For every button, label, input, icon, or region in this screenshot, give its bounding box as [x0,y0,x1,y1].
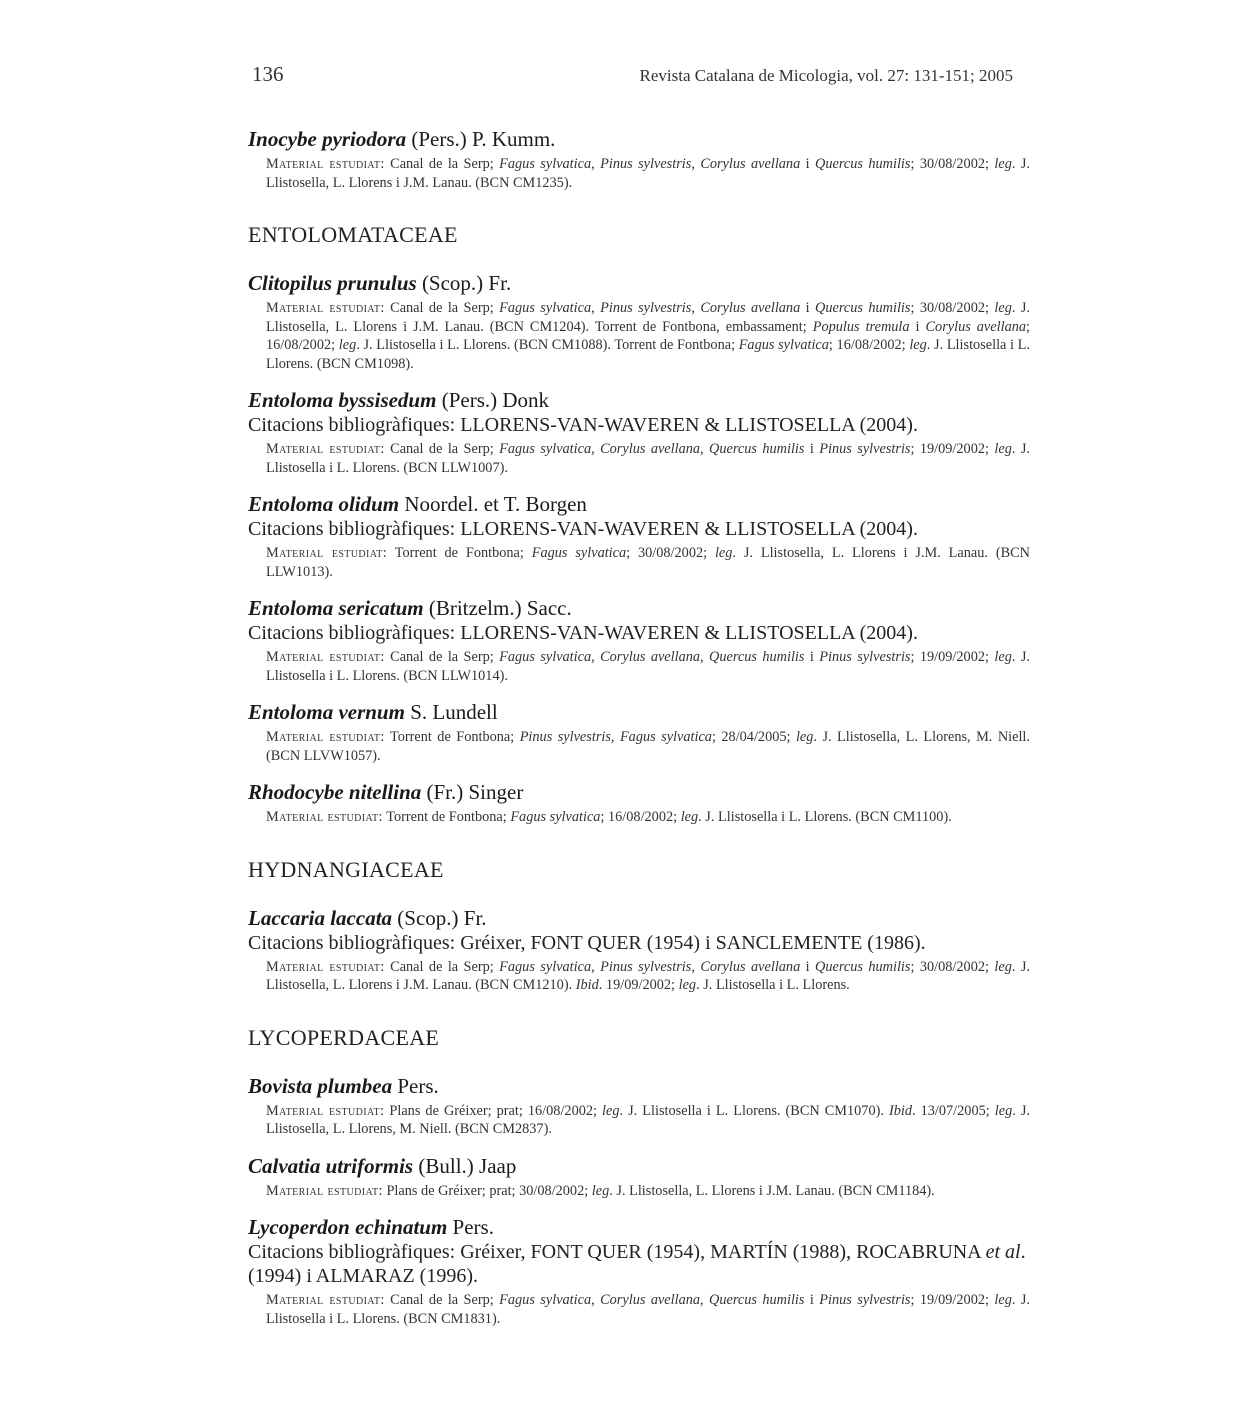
species-entry [248,387,1030,477]
species-name: Entoloma vernum [248,700,405,724]
material-run: Plans de Gréixer; prat; 30/08/2002; [386,1182,592,1199]
material-run: Fagus sylvatica [499,649,592,665]
material-run: Pinus sylvestris [819,441,911,457]
material-run: . J. Llistosella, L. Llorens i J.M. Lanau. (BCN CM1184). [609,1182,935,1199]
material-run: , [591,1292,601,1308]
material-run: leg [994,649,1012,665]
material-run: . J. Llistosella, L. Llorens i J.M. Lanau. (BCN LLW1013). [266,545,1030,580]
material-run: leg [338,337,357,353]
material-run: Corylus avellana [700,156,801,172]
material-studied [266,1291,1030,1328]
material-run: ; 30/08/2002; [910,156,995,172]
species-author: Noordel. et T. Borgen [399,492,587,516]
species-title [248,779,1030,805]
material-run: i [800,156,816,172]
material-run: . J. Llistosella i L. Llorens. (BCN CM1100). [698,809,952,825]
species-title [248,905,1030,931]
material-run: i [800,958,816,975]
species-entry [248,779,1030,827]
page-header [252,62,1013,87]
page-content [248,126,1030,1342]
species-author: S. Lundell [404,700,498,724]
material-studied [266,958,1030,995]
material-label: Material estudiat: [266,300,385,316]
material-studied [266,299,1030,373]
species-entry [248,491,1030,581]
species-author: (Fr.) Singer [421,780,524,804]
material-run: . J. Llistosella i L. Llorens. (BCN LLW1014). [266,649,1030,684]
material-run: , [591,441,601,457]
species-name: Inocybe pyriodora [248,127,407,151]
material-run: leg [994,441,1012,457]
material-run: . J. Llistosella, L. Llorens, M. Niell. (BCN CM2837). [266,1102,1030,1137]
species-entry [248,1073,1030,1139]
material-run: Canal de la Serp; [390,958,500,975]
material-label: Material estudiat: [266,1182,383,1199]
material-run: Corylus avellana [700,958,801,975]
species-entry [248,1214,1030,1328]
material-run: Fagus sylvatica [499,958,592,975]
material-label: Material estudiat: [266,729,385,745]
material-run: Pinus sylvestris [819,649,911,665]
material-run: Quercus humilis [815,958,911,975]
material-run: Fagus sylvatica [499,300,592,316]
material-label: Material estudiat: [266,156,385,172]
material-studied [266,440,1030,477]
material-run: , [691,958,701,975]
material-run: i [909,318,926,335]
material-run: . J. Llistosella i L. Llorens. (BCN CM1098). [266,337,1030,372]
species-author: (Britzelm.) Sacc. [423,596,572,620]
material-run: leg [994,1102,1013,1119]
material-run: ; 30/08/2002; [910,958,995,975]
species-title [248,1073,1030,1099]
family-heading: HYDNANGIACEAE [248,856,444,882]
material-run: leg [994,156,1012,172]
bibliographic-citation: Citacions bibliogràfiques: LLORENS-VAN-WAVEREN & LLISTOSELLA (2004). [248,518,918,540]
species-author: (Pers.) P. Kumm. [406,127,556,151]
material-run: leg [602,1102,620,1119]
bibliographic-citation: Citacions bibliogràfiques: Gréixer, FONT QUER (1954) i SANCLEMENTE (1986). [248,931,926,954]
material-run: Ibid [575,977,599,993]
species-entry [248,270,1030,373]
material-run: . J. Llistosella i L. Llorens. (BCN CM1070). [619,1102,889,1119]
material-run: . 19/09/2002; [598,977,679,993]
citation-run: . (1994) i ALMARAZ (1996). [248,1241,1026,1287]
species-entry [248,126,1030,192]
material-run: , [591,958,601,975]
material-label: Material estudiat: [266,1102,385,1119]
material-run: Ibid [888,1102,912,1119]
material-studied [266,155,1030,192]
material-run: . J. Llistosella i L. Llorens. (BCN LLW1007). [266,441,1030,476]
citation-run: et al [985,1241,1021,1263]
species-title [248,270,1030,296]
material-run: Corylus avellana [600,441,701,457]
material-run: Corylus avellana [600,1292,701,1308]
material-run: leg [678,977,697,993]
species-author: (Scop.) Fr. [392,905,487,930]
species-name: Calvatia utriformis [248,1153,414,1178]
material-run: . 13/07/2005; [912,1102,995,1119]
material-run: Canal de la Serp; [390,156,500,172]
material-run: , [700,1292,710,1308]
material-run: . J. Llistosella, L. Llorens i J.M. Lanau. (BCN CM1235). [266,156,1030,191]
material-run: Pinus sylvestris [600,156,692,172]
material-run: i [804,441,820,457]
material-run: ; 19/09/2002; [910,441,995,457]
material-run: Pinus sylvestris [600,958,692,975]
species-author: Pers. [447,1215,494,1239]
material-run: leg [994,1292,1012,1308]
species-name: Entoloma sericatum [248,596,424,620]
material-run: Quercus humilis [815,300,911,316]
material-run: Pinus sylvestris [519,729,611,745]
species-title [248,1153,1030,1179]
material-run: , [591,649,601,665]
material-label: Material estudiat: [266,958,385,975]
family-heading: LYCOPERDACEAE [248,1024,440,1050]
material-run: . J. Llistosella, L. Llorens, M. Niell. (BCN LLVW1057). [266,729,1030,764]
material-run: Torrent de Fontbona; [389,729,520,745]
material-run: , [700,441,710,457]
species-name: Entoloma olidum [248,492,400,516]
species-author: Pers. [392,1073,439,1098]
material-run: leg [994,300,1012,316]
species-name: Entoloma byssisedum [248,388,437,412]
material-label: Material estudiat: [266,809,383,825]
material-label: Material estudiat: [266,441,385,457]
material-run: Corylus avellana [700,300,801,316]
material-studied [266,1182,1030,1201]
family-heading: ENTOLOMATACEAE [248,222,458,247]
species-entry [248,905,1030,995]
material-studied [266,648,1030,685]
bibliographic-citation: Citacions bibliogràfiques: LLORENS-VAN-WAVEREN & LLISTOSELLA (2004). [248,622,918,644]
bibliographic-citation: Citacions bibliogràfiques: LLORENS-VAN-WAVEREN & LLISTOSELLA (2004). [248,414,918,436]
citation-run: Citacions bibliogràfiques: Gréixer, FONT QUER (1954), MARTÍN (1988), ROCABRUNA [248,1241,986,1263]
species-title [248,491,1030,517]
material-run: Canal de la Serp; [390,649,500,665]
material-run: Corylus avellana [925,318,1027,335]
material-run: Canal de la Serp; [390,441,500,457]
material-studied [266,808,1030,827]
species-entry [248,595,1030,685]
material-run: ; 16/08/2002; [828,337,910,353]
material-run: , [691,300,701,316]
material-run: leg [591,1182,610,1199]
species-entry [248,699,1030,765]
material-run: ; 28/04/2005; [711,729,796,745]
material-run: i [804,649,820,665]
page-number: 136 [252,62,284,86]
species-author: (Pers.) Donk [436,388,550,412]
material-run: leg [994,958,1012,975]
material-studied [266,1102,1030,1139]
material-run: Torrent de Fontbona; [386,809,511,825]
material-run: ; 30/08/2002; [626,545,715,561]
species-author: (Scop.) Fr. [416,271,512,295]
material-run: Torrent de Fontbona; [394,545,532,561]
material-run: leg [680,809,699,825]
species-title [248,1214,1030,1240]
material-run: Fagus sylvatica [510,809,601,825]
species-author: (Bull.) Jaap [413,1153,517,1178]
material-run: , [591,156,601,172]
material-run: i [804,1292,820,1308]
material-run: Canal de la Serp; [390,1292,500,1308]
material-run: Pinus sylvestris [819,1292,911,1308]
material-run: Quercus humilis [709,441,805,457]
species-name: Rhodocybe nitellina [248,780,422,804]
species-name: Clitopilus prunulus [248,271,417,295]
bibliographic-citation [248,1240,1030,1288]
material-run: leg [714,545,733,561]
material-run: Quercus humilis [815,156,911,172]
material-studied [266,544,1030,581]
material-run: Pinus sylvestris [600,300,692,316]
material-run: Fagus sylvatica [499,1292,592,1308]
material-run: Populus tremula [812,318,910,335]
material-run: . J. Llistosella i L. Llorens. [696,977,850,993]
material-run: , [691,156,701,172]
material-run: . J. Llistosella i L. Llorens. (BCN CM1088). Torrent de Fontbona; [356,337,739,353]
species-name: Laccaria laccata [248,905,393,930]
material-run: , [610,729,620,745]
material-run: . J. Llistosella i L. Llorens. (BCN CM1831). [266,1292,1030,1327]
material-run: ; 30/08/2002; [910,300,995,316]
material-run: Plans de Gréixer; prat; 16/08/2002; [389,1102,603,1119]
material-run: leg [795,729,814,745]
material-run: i [800,300,816,316]
material-run: ; 19/09/2002; [910,649,995,665]
material-run: , [591,300,601,316]
material-label: Material estudiat: [266,545,388,561]
material-run: ; 16/08/2002; [600,809,681,825]
running-head: Revista Catalana de Micologia, vol. 27: 131-151; 2005 [639,66,1013,85]
material-run: Fagus sylvatica [738,337,829,353]
species-title [248,595,1030,621]
material-run: . J. Llistosella, L. Llorens i J.M. Lanau. (BCN CM1210). [266,958,1030,993]
material-run: ; 19/09/2002; [910,1292,995,1308]
species-name: Lycoperdon echinatum [248,1215,448,1239]
material-run: Quercus humilis [709,649,805,665]
material-studied [266,728,1030,765]
material-run: Fagus sylvatica [619,729,712,745]
species-title [248,699,1030,725]
material-run: . J. Llistosella, L. Llorens i J.M. Lanau. (BCN CM1204). Torrent de Fontbona, embassament; [266,300,1030,335]
material-run: Fagus sylvatica [499,156,592,172]
material-label: Material estudiat: [266,649,385,665]
species-title [248,126,1030,152]
material-run: , [700,649,710,665]
species-name: Bovista plumbea [248,1073,393,1098]
material-run: Corylus avellana [600,649,701,665]
material-run: leg [909,337,927,353]
species-title [248,387,1030,413]
material-run: Canal de la Serp; [390,300,500,316]
material-run: Quercus humilis [709,1292,805,1308]
material-run: Fagus sylvatica [531,545,627,561]
material-run: ; 16/08/2002; [266,318,1030,353]
species-entry [248,1153,1030,1201]
material-label: Material estudiat: [266,1292,385,1308]
material-run: Fagus sylvatica [499,441,592,457]
